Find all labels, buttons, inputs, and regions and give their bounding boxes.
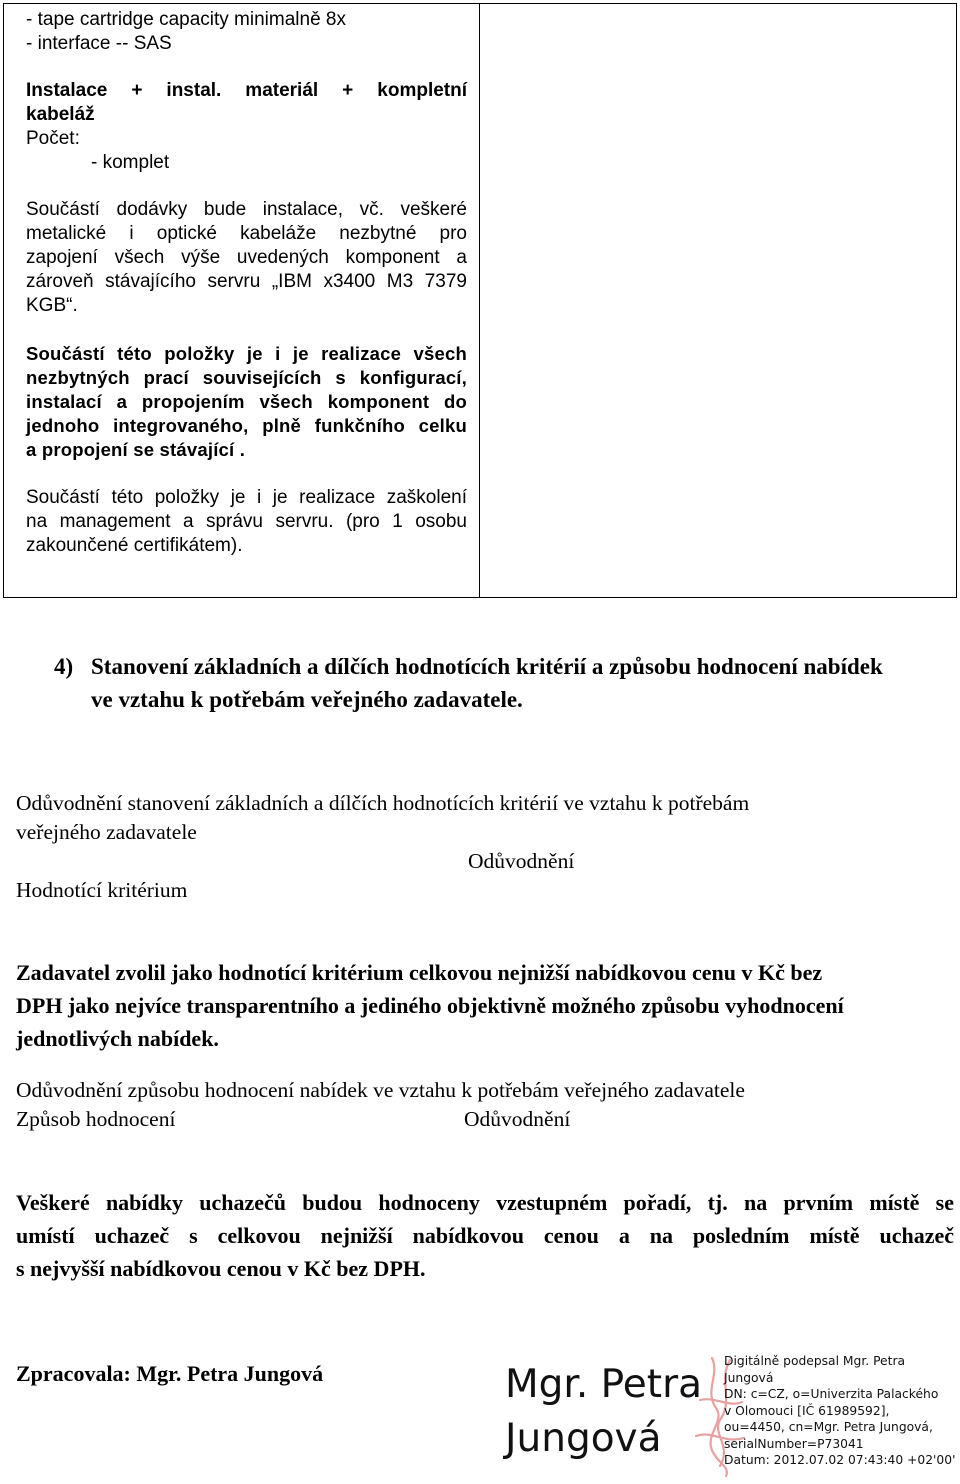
prepared-by-text: Zpracovala: Mgr. Petra Jungová <box>16 1361 324 1386</box>
install-title-cont: kabeláž <box>26 104 95 125</box>
criterion-line: Zadavatel zvolil jako hodnotící kritérium celkovou nejnižší nabídkovou cenu v Kč bez <box>16 960 823 985</box>
signature-info-line: Jungová <box>724 1370 774 1385</box>
spec-line: - tape cartridge capacity minimalně 8x <box>26 9 346 30</box>
prepared-by <box>16 1357 436 1390</box>
signature-info-line: DN: c=CZ, o=Univerzita Palackého <box>724 1387 939 1401</box>
criterion-line: DPH jako nejvíce transparentního a jediného objektivně možného způsobu vyhodnocení <box>16 993 844 1018</box>
count-value: - komplet <box>91 152 170 173</box>
delivery-line: Součástí dodávky bude instalace, vč. veškeré <box>26 199 467 220</box>
method-column-label: Způsob hodnocení <box>16 1107 176 1131</box>
criterion-text <box>16 956 956 1055</box>
install-title: Instalace + instal. materiál + kompletní <box>26 80 467 101</box>
empty-cell <box>480 4 956 597</box>
criterion-column-label: Hodnotící kritérium <box>16 878 188 902</box>
justification-criteria <box>16 789 956 905</box>
signature-info-line: Datum: 2012.07.02 07:43:40 +02'00' <box>724 1453 956 1467</box>
justification-column-label: Odůvodnění <box>468 849 575 873</box>
signature-name-line: Mgr. Petra <box>505 1362 702 1407</box>
specification-cell <box>4 4 480 597</box>
realization-line: a propojení se stávající . <box>26 439 246 460</box>
delivery-line: zároveň stávajícího servru „IBM x3400 M3 7379 <box>26 271 467 292</box>
evaluation-text <box>16 1186 954 1285</box>
justification-line: Odůvodnění stanovení základních a dílčích hodnotících kritérií ve vztahu k potřebám <box>16 791 750 815</box>
count-label: Počet: <box>26 128 80 149</box>
justification-method <box>16 1076 956 1134</box>
realization-line: Součástí této položky je i je realizace všech <box>26 343 467 364</box>
criterion-line: jednotlivých nabídek. <box>16 1026 219 1051</box>
justification-line: veřejného zadavatele <box>16 820 197 844</box>
justification-column-label: Odůvodnění <box>464 1107 571 1131</box>
section-title-line: Stanovení základních a dílčích hodnotících kritérií a způsobu hodnocení nabídek <box>91 654 883 679</box>
signature-info <box>724 1353 958 1469</box>
signature-name-line: Jungová <box>505 1416 662 1461</box>
section-title-line: ve vztahu k potřebám veřejného zadavatele. <box>91 687 523 712</box>
evaluation-line: s nejvyšší nabídkovou cenou v Kč bez DPH. <box>16 1256 426 1281</box>
specification-table <box>3 3 957 598</box>
section-heading <box>54 650 954 716</box>
section-number: 4) <box>54 654 74 679</box>
delivery-line: KGB“. <box>26 295 78 316</box>
signature-info-line: serialNumber=P73041 <box>724 1436 864 1451</box>
signature-info-line: v Olomouci [IČ 61989592], <box>724 1403 890 1418</box>
signature-info-line: Digitálně podepsal Mgr. Petra <box>724 1354 906 1368</box>
delivery-line: zapojení všech výše uvedených komponent a <box>26 247 467 268</box>
realization-line: jednoho integrovaného, plně funkčního celku <box>26 415 467 436</box>
spec-line: - interface -- SAS <box>26 33 172 54</box>
training-line: zakounčené certifikátem). <box>26 535 243 556</box>
evaluation-line: umístí uchazeč s celkovou nejnižší nabídkovou cenou a na posledním místě uchazeč <box>16 1223 954 1248</box>
signature-info-line: ou=4450, cn=Mgr. Petra Jungová, <box>724 1420 933 1434</box>
evaluation-line: Veškeré nabídky uchazečů budou hodnoceny vzestupném pořadí, tj. na prvním místě se <box>16 1190 954 1215</box>
realization-line: instalací a propojením všech komponent do <box>26 391 467 412</box>
delivery-line: metalické i optické kabeláže nezbytné pro <box>26 223 467 244</box>
training-line: na management a správu servru. (pro 1 osobu <box>26 511 467 532</box>
justification-line: Odůvodnění způsobu hodnocení nabídek ve vztahu k potřebám veřejného zadavatele <box>16 1078 745 1102</box>
training-line: Součástí této položky je i je realizace zaškolení <box>26 487 467 508</box>
method-row <box>16 1105 956 1134</box>
realization-line: nezbytných prací souvisejících s konfigurací, <box>26 367 467 388</box>
